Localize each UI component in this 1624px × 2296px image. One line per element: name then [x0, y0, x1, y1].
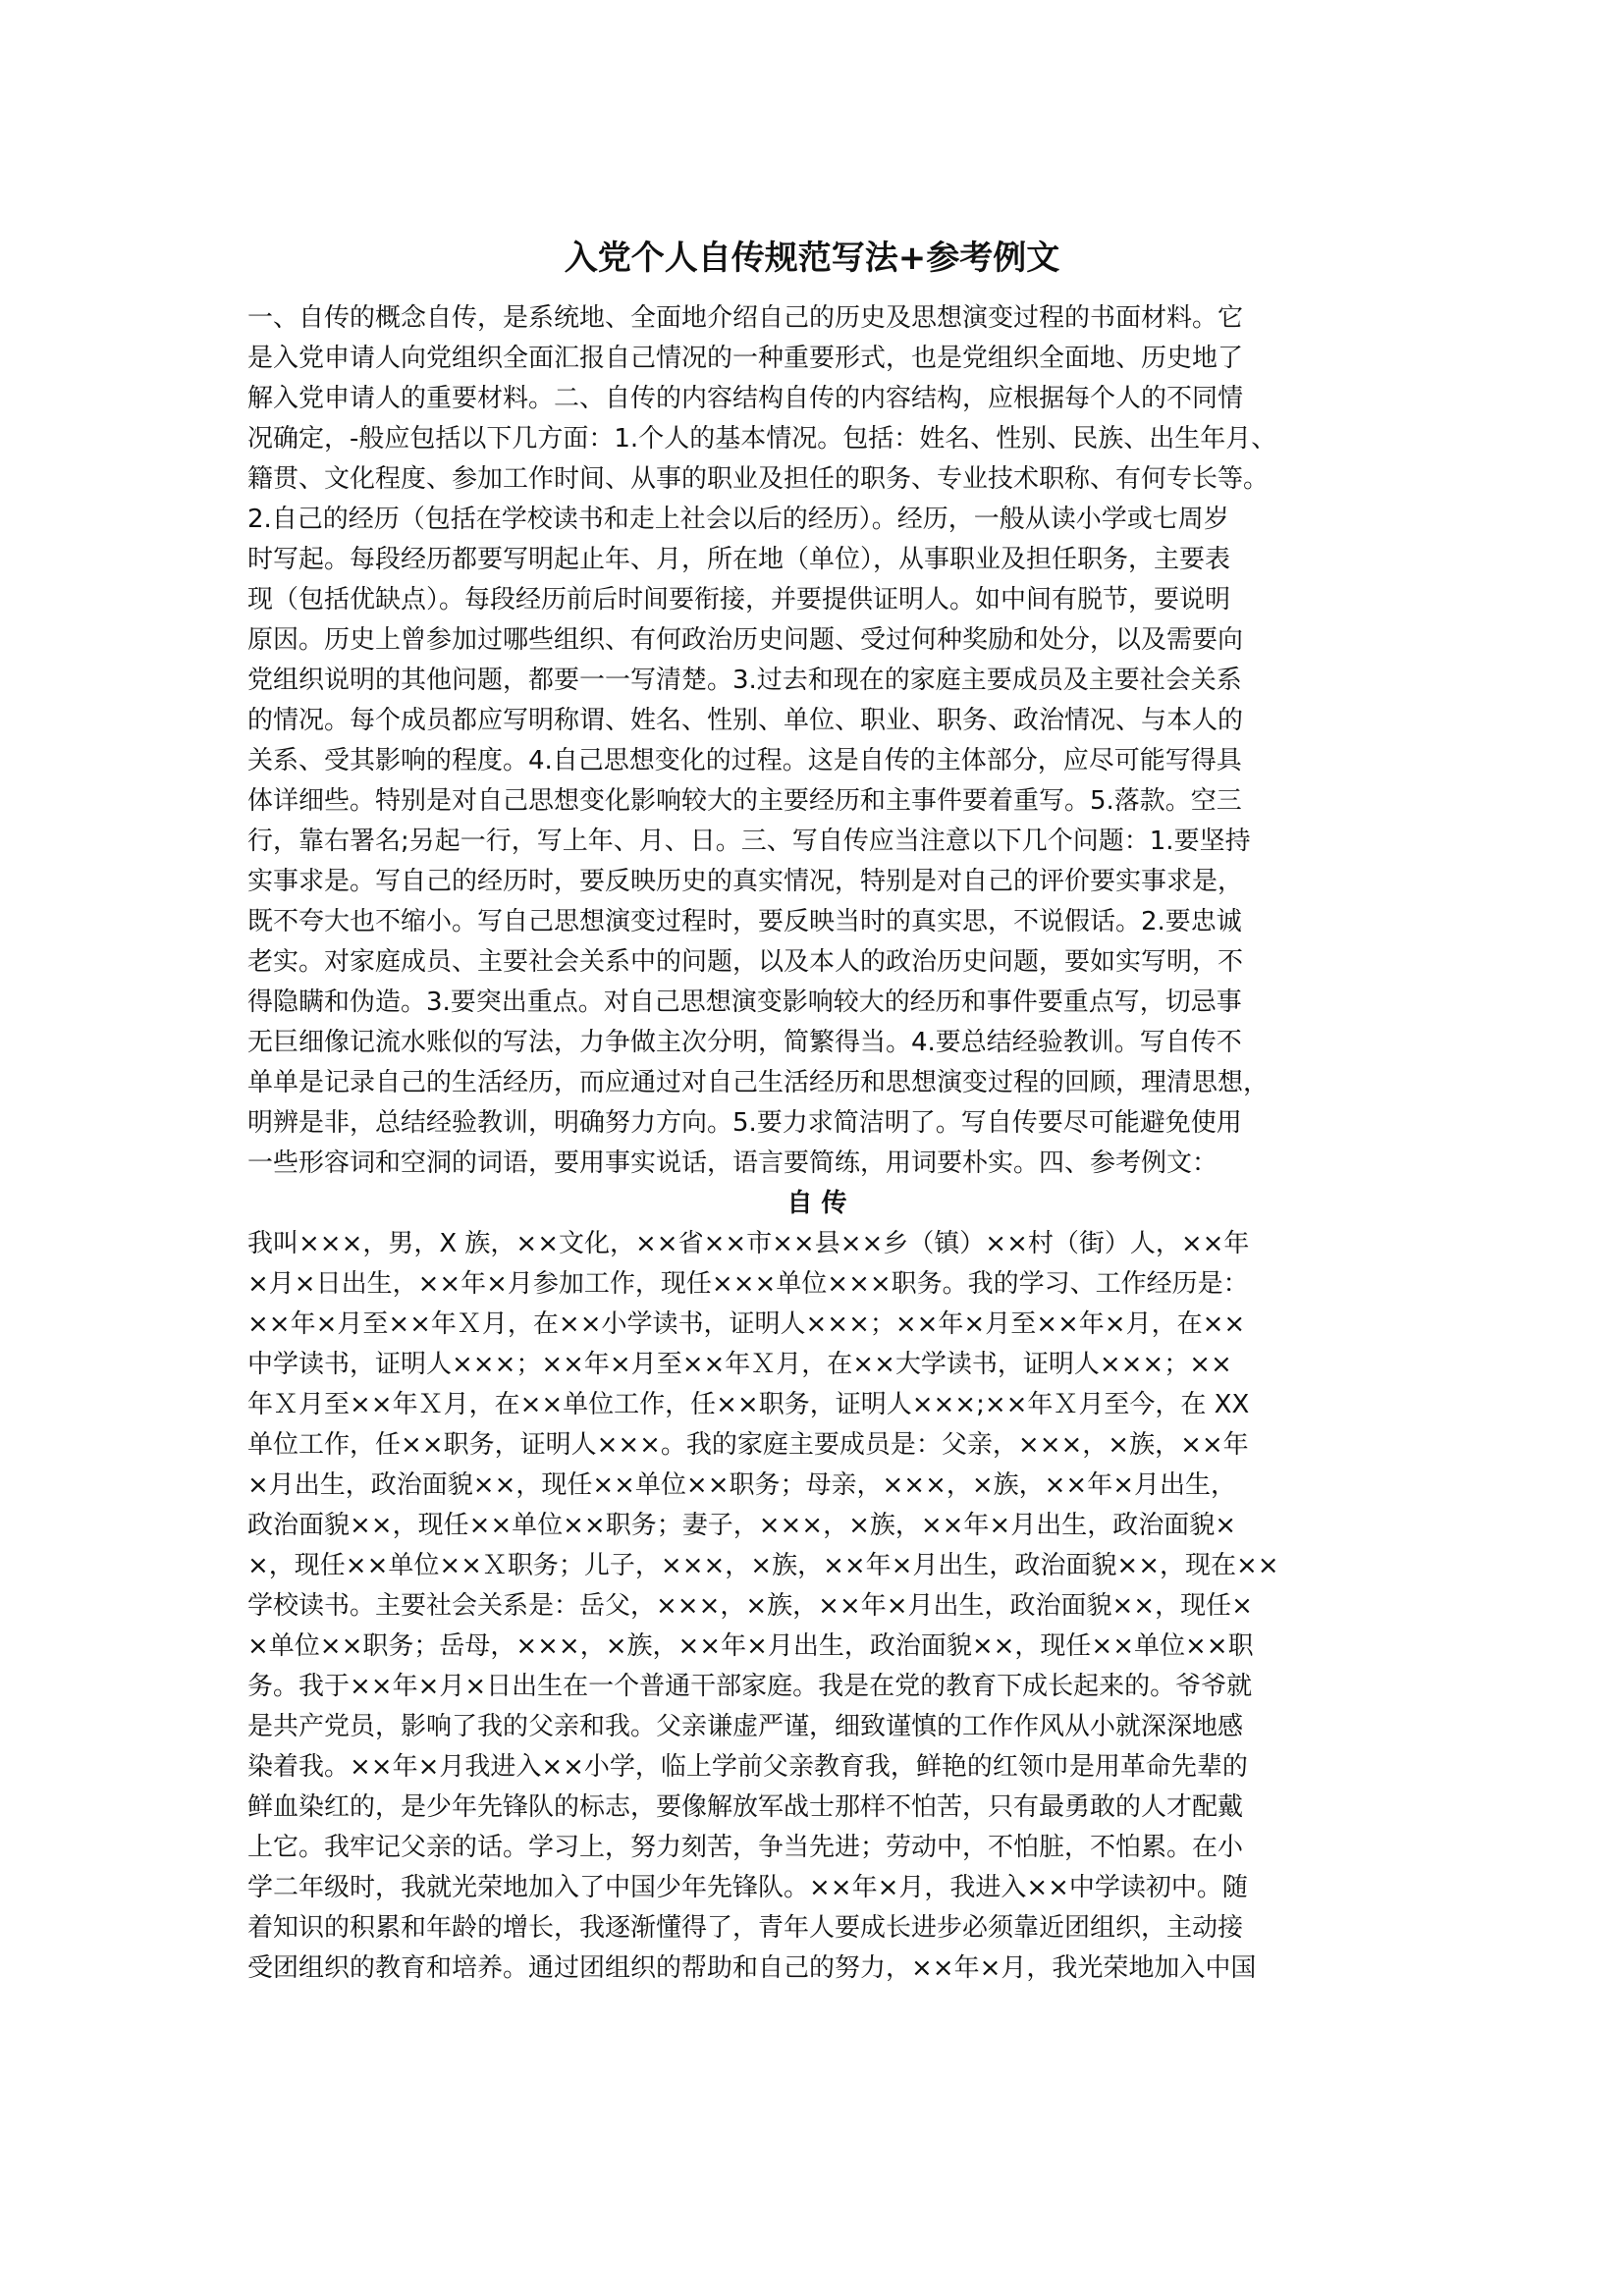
body-text-line: 解入党申请人的重要材料。二、自传的内容结构自传的内容结构，应根据每个人的不同情 — [247, 384, 1244, 413]
body-text-line: 籍贯、文化程度、参加工作时间、从事的职业及担任的职务、专业技术职称、有何专长等。 — [247, 464, 1270, 494]
sample-text-line: ×月×日出生，××年×月参加工作，现任×××单位×××职务。我的学习、工作经历是： — [247, 1269, 1249, 1299]
sample-section — [247, 1224, 1386, 1989]
body-text-line: 得隐瞒和伪造。3.要突出重点。对自己思想演变影响较大的经历和事件要重点写，切忌事 — [247, 988, 1242, 1017]
sample-text-line: 政治面貌××，现任××单位××职务；妻子，×××，×族，××年×月出生，政治面貌× — [247, 1511, 1236, 1540]
body-text-line: 行，靠右署名;另起一行，写上年、月、日。三、写自传应当注意以下几个问题：1.要坚持 — [247, 827, 1251, 856]
sample-heading: 自 传 — [786, 1189, 847, 1218]
sample-text-line: 着知识的积累和年龄的增长，我逐渐懂得了，青年人要成长进步必须靠近团组织，主动接 — [247, 1913, 1244, 1943]
body-text-line: 单单是记录自己的生活经历，而应通过对自己生活经历和思想演变过程的回顾，理清思想， — [247, 1068, 1270, 1097]
guidance-section — [247, 298, 1386, 1184]
body-text-line: 实事求是。写自己的经历时，要反映历史的真实情况，特别是对自己的评价要实事求是， — [247, 867, 1244, 896]
body-text-line: 2.自己的经历（包括在学校读书和走上社会以后的经历）。经历，一般从读小学或七周岁 — [247, 505, 1229, 534]
body-text-line: 时写起。每段经历都要写明起止年、月，所在地（单位），从事职业及担任职务，主要表 — [247, 545, 1231, 574]
body-text-line: 关系、受其影响的程度。4.自己思想变化的过程。这是自传的主体部分，应尽可能写得具 — [247, 746, 1242, 775]
sample-text-line: 年Ｘ月至××年Ｘ月，在××单位工作，任××职务，证明人×××;××年Ｘ月至今，在 XX — [247, 1390, 1250, 1419]
body-text-line: 既不夸大也不缩小。写自己思想演变过程时，要反映当时的真实思，不说假话。2.要忠诚 — [247, 907, 1242, 936]
body-text-line: 原因。历史上曾参加过哪些组织、有何政治历史问题、受过何种奖励和处分，以及需要向 — [247, 625, 1244, 655]
sample-text-line: 学二年级时，我就光荣地加入了中国少年先锋队。××年×月，我进入××中学读初中。随 — [247, 1873, 1248, 1902]
body-text-line: 是入党申请人向党组织全面汇报自己情况的一种重要形式，也是党组织全面地、历史地了 — [247, 344, 1244, 373]
sample-text-line: 是共产党员，影响了我的父亲和我。父亲谦虚严谨，细致谨慎的工作作风从小就深深地感 — [247, 1712, 1244, 1741]
body-text-line: 况确定，-般应包括以下几方面：1.个人的基本情况。包括：姓名、性别、民族、出生年月、 — [247, 424, 1277, 454]
sample-text-line: 染着我。××年×月我进入××小学，临上学前父亲教育我，鲜艳的红领巾是用革命先辈的 — [247, 1752, 1248, 1782]
body-text-line: 现（包括优缺点）。每段经历前后时间要衔接，并要提供证明人。如中间有脱节，要说明 — [247, 585, 1231, 614]
body-text-line: 明辨是非，总结经验教训，明确努力方向。5.要力求简洁明了。写自传要尽可能避免使用 — [247, 1108, 1242, 1138]
body-text-line: 党组织说明的其他问题，都要一一写清楚。3.过去和现在的家庭主要成员及主要社会关系 — [247, 666, 1242, 695]
body-text-line: 无巨细像记流水账似的写法，力争做主次分明，简繁得当。4.要总结经验教训。写自传不 — [247, 1028, 1242, 1057]
body-text-line: 一些形容词和空洞的词语，要用事实说话，语言要简练，用词要朴实。四、参考例文： — [247, 1148, 1218, 1178]
body-text-line: 老实。对家庭成员、主要社会关系中的问题，以及本人的政治历史问题，要如实写明，不 — [247, 947, 1244, 977]
document-body — [247, 298, 1386, 1989]
sample-text-line: 中学读书，证明人×××；××年×月至××年Ｘ月，在××大学读书，证明人×××；×× — [247, 1350, 1232, 1379]
sample-text-line: ×单位××职务；岳母，×××，×族，××年×月出生，政治面貌××，现任××单位××职 — [247, 1631, 1254, 1661]
body-text-line: 的情况。每个成员都应写明称谓、姓名、性别、单位、职业、职务、政治情况、与本人的 — [247, 706, 1244, 735]
sample-text-line: ×，现任××单位××Ｘ职务；儿子，×××，×族，××年×月出生，政治面貌××，现在×× — [247, 1551, 1279, 1580]
sample-text-line: 单位工作，任××职务，证明人×××。我的家庭主要成员是：父亲，×××，×族，××年 — [247, 1430, 1249, 1460]
sample-text-line: 上它。我牢记父亲的话。学习上，努力刻苦，争当先进；劳动中，不怕脏，不怕累。在小 — [247, 1833, 1244, 1862]
body-text-line: 一、自传的概念自传，是系统地、全面地介绍自己的历史及思想演变过程的书面材料。它 — [247, 303, 1244, 333]
sample-text-line: ×月出生，政治面貌××，现任××单位××职务；母亲，×××，×族，××年×月出生， — [247, 1470, 1236, 1500]
sample-text-line: 鲜血染红的，是少年先锋队的标志，要像解放军战士那样不怕苦，只有最勇敢的人才配戴 — [247, 1792, 1244, 1822]
sample-text-line: 务。我于××年×月×日出生在一个普通干部家庭。我是在党的教育下成长起来的。爷爷就 — [247, 1672, 1253, 1701]
sample-text-line: 受团组织的教育和培养。通过团组织的帮助和自己的努力，××年×月，我光荣地加入中国 — [247, 1953, 1257, 1983]
sample-text-line: ××年×月至××年Ｘ月，在××小学读书，证明人×××；××年×月至××年×月，在×× — [247, 1309, 1246, 1339]
document-title: 入党个人自传规范写法+参考例文 — [564, 239, 1060, 278]
sample-text-line: 我叫×××，男，X 族，××文化，××省××市××县××乡（镇）××村（街）人，××年 — [247, 1229, 1250, 1258]
sample-text-line: 学校读书。主要社会关系是：岳父，×××，×族，××年×月出生，政治面貌××，现任× — [247, 1591, 1253, 1621]
body-text-line: 体详细些。特别是对自己思想变化影响较大的主要经历和主事件要着重写。5.落款。空三 — [247, 786, 1242, 816]
